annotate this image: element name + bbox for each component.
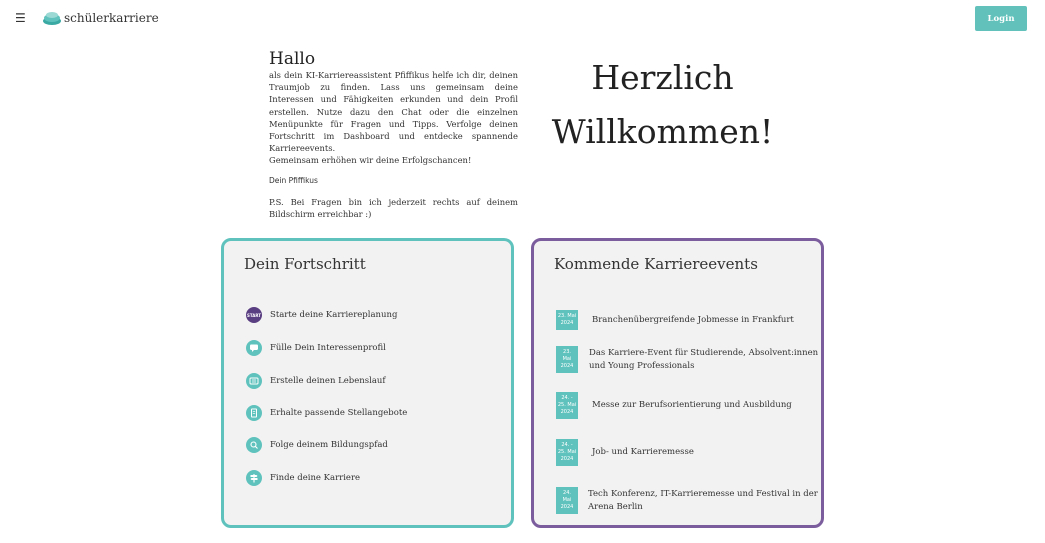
event-date-line: 2024: [560, 320, 574, 326]
progress-step-label: Erhalte passende Stellangebote: [270, 408, 408, 418]
event-item[interactable]: [556, 392, 792, 419]
progress-step-label: Starte deine Karriereplanung: [270, 310, 398, 320]
event-item[interactable]: [556, 310, 794, 330]
event-title-line: Branchenübergreifende Jobmesse in Frankfurt: [592, 314, 794, 325]
progress-title: Dein Fortschritt: [244, 255, 366, 273]
login-button[interactable]: Login: [975, 6, 1027, 31]
progress-step-label: Finde deine Karriere: [270, 473, 361, 483]
event-item[interactable]: [556, 439, 694, 466]
event-date-line: Mai: [562, 497, 572, 503]
hamburger-menu-icon[interactable]: ☰: [15, 11, 26, 25]
progress-step-label: Erstelle deinen Lebenslauf: [270, 376, 386, 386]
event-date-line: 2024: [560, 409, 574, 415]
event-title: [592, 314, 794, 327]
intro-section: [269, 49, 518, 220]
progress-card: [221, 238, 514, 528]
top-bar: [0, 0, 1045, 38]
event-title: [589, 347, 818, 372]
event-title-line: Job- und Karrieremesse: [592, 447, 694, 458]
cv-icon: [246, 373, 262, 389]
event-date-badge: [556, 487, 578, 514]
event-date-line: 2024: [560, 504, 574, 510]
intro-signature: Dein Pfiffikus: [269, 175, 318, 185]
event-date-line: 25. Mai: [557, 449, 577, 455]
welcome-heading: [540, 51, 785, 159]
start-icon: START: [246, 307, 262, 323]
event-date-line: 23.: [563, 349, 571, 355]
event-title: [592, 399, 792, 412]
welcome-line-1: Herzlich: [591, 58, 734, 97]
event-title: [592, 446, 694, 459]
document-icon: [246, 405, 262, 421]
progress-step-jobs[interactable]: [246, 405, 407, 421]
logo[interactable]: [42, 9, 159, 27]
event-date-line: 25. Mai: [557, 402, 577, 408]
event-title-line: Das Karriere-Event für Studierende, Absolvent:innen: [589, 348, 819, 358]
event-date-line: 2024: [560, 456, 574, 462]
event-date-line: 24. -: [561, 395, 573, 401]
search-icon: [246, 437, 262, 453]
progress-step-start[interactable]: [246, 307, 397, 323]
progress-step-cv[interactable]: [246, 373, 386, 389]
progress-step-education[interactable]: [246, 437, 388, 453]
event-date-badge: [556, 310, 578, 330]
greeting-heading: Hallo: [269, 49, 316, 69]
event-date-line: 24. -: [561, 442, 573, 448]
event-title-line: Messe zur Berufsorientierung und Ausbildung: [592, 400, 792, 411]
event-date-badge: [556, 346, 578, 373]
event-item[interactable]: [556, 487, 818, 514]
events-card: [531, 238, 824, 528]
welcome-line-2: Willkommen!: [551, 112, 774, 151]
event-title: [588, 488, 818, 513]
logo-mark-icon: [42, 9, 62, 27]
progress-step-label: Fülle Dein Interessenprofil: [270, 343, 386, 353]
intro-closing: Gemeinsam erhöhen wir deine Erfolgschancen!: [269, 155, 472, 166]
progress-step-label: Folge deinem Bildungspfad: [270, 440, 388, 450]
event-date-line: 23. Mai: [557, 313, 577, 319]
event-date-line: Mai: [562, 356, 572, 362]
event-date-line: 24.: [563, 490, 571, 496]
event-item[interactable]: [556, 346, 818, 373]
signpost-icon: [246, 470, 262, 486]
event-title-line: Arena Berlin: [588, 501, 643, 512]
intro-paragraph: als dein KI-Karriereassistent Pfiffikus helfe ich dir, deinen Traumjob zu finden. Lass uns gemeinsam deine Interessen und Fähigkeiten erkunden und dein Profil erstellen. Nutze dazu den Chat oder die einzelnen Menüpunkte für Fragen und Tipps. Verfolge deinen Fortschritt im Dashboard und entdecke spannende Karriereevents.: [269, 70, 518, 154]
intro-ps: P.S. Bei Fragen bin ich jederzeit rechts auf deinem Bildschirm erreichbar :): [269, 196, 518, 220]
event-title-line: Tech Konferenz, IT-Karrieremesse und Festival in der: [588, 489, 818, 499]
chat-icon: [246, 340, 262, 356]
events-title: Kommende Karriereevents: [554, 255, 758, 273]
event-date-badge: [556, 439, 578, 466]
event-title-line: und Young Professionals: [589, 360, 695, 371]
event-date-badge: [556, 392, 578, 419]
logo-text: schülerkarriere: [64, 11, 159, 25]
progress-step-career[interactable]: [246, 470, 360, 486]
progress-step-interests[interactable]: [246, 340, 386, 356]
event-date-line: 2024: [560, 363, 574, 369]
